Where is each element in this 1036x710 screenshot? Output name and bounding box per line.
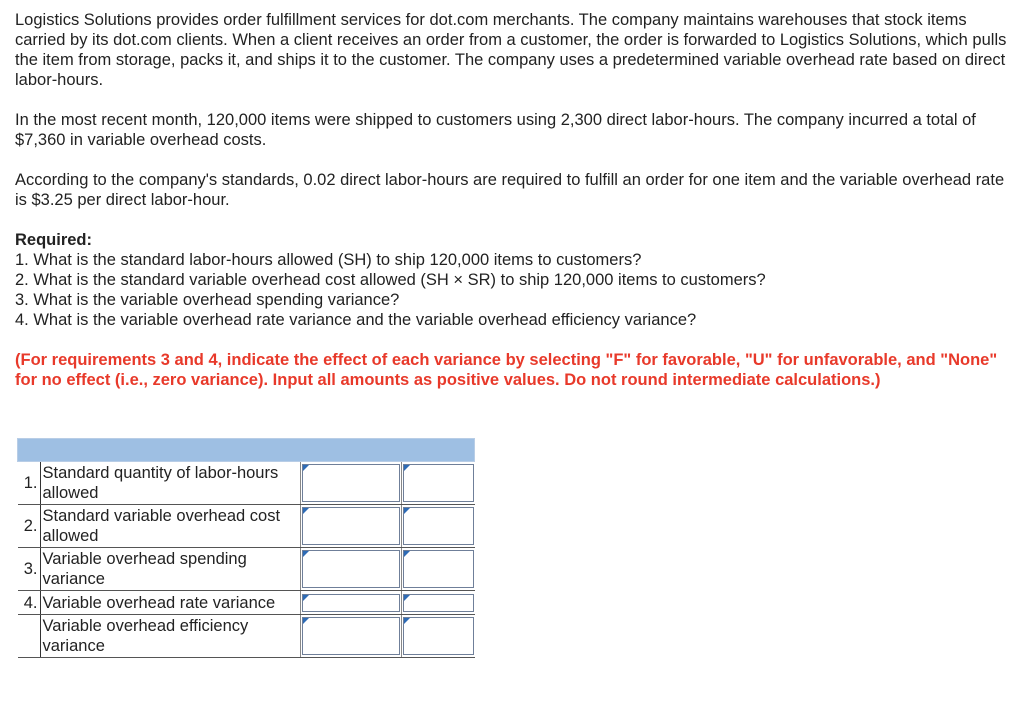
amount-field-box xyxy=(302,594,400,612)
answer-table xyxy=(17,438,475,658)
standard-labor-hours-input[interactable] xyxy=(303,465,399,501)
required-item-3: 3. What is the variable overhead spending variance? xyxy=(15,291,400,309)
amount-field-box xyxy=(302,507,400,545)
effect-cell xyxy=(401,548,475,591)
rate-variance-effect-input[interactable] xyxy=(404,597,473,613)
row-label: Standard variable overhead cost allowed xyxy=(40,505,300,548)
effect-field-box xyxy=(403,464,474,502)
intro-paragraph: Logistics Solutions provides order fulfillment services for dot.com merchants. The company maintains warehouses that stock items carried by its dot.com clients. When a client receives an order from a customer, the order is forwarded to Logistics Solutions, which pulls the item from storage, packs it, and ships it to the customer. The company uses a predetermined variable overhead rate based on direct labor-hours. xyxy=(15,11,1007,89)
effect-cell xyxy=(401,615,475,658)
row-number: 4. xyxy=(18,591,41,615)
instruction-note: (For requirements 3 and 4, indicate the effect of each variance by selecting "F" for favorable, "U" for unfavorable, and "None" for no effect (i.e., zero variance). Input all amounts as positive values. Do not round intermediate calculations.) xyxy=(15,351,998,389)
table-header-row xyxy=(18,439,475,462)
amount-cell xyxy=(300,615,401,658)
row-label: Variable overhead efficiency variance xyxy=(40,615,300,658)
row-label: Variable overhead spending variance xyxy=(40,548,300,591)
amount-field-box xyxy=(302,617,400,655)
table-row xyxy=(18,548,475,591)
table-row xyxy=(18,505,475,548)
rate-variance-amount-input[interactable] xyxy=(303,597,399,613)
effect-cell xyxy=(401,462,475,505)
amount-field-box xyxy=(302,464,400,502)
row-number: 3. xyxy=(18,548,41,591)
effect-cell xyxy=(401,505,475,548)
amount-cell xyxy=(300,591,401,615)
table-header-band xyxy=(18,439,475,462)
standards-paragraph: According to the company's standards, 0.02 direct labor-hours are required to fulfill an order for one item and the variable overhead rate is $3.25 per direct labor-hour. xyxy=(15,171,1005,209)
amount-cell xyxy=(300,505,401,548)
row-number: 2. xyxy=(18,505,41,548)
effect-field-box xyxy=(403,550,474,588)
effect-field-box xyxy=(403,594,474,612)
required-heading: Required: xyxy=(15,231,93,249)
required-item-2: 2. What is the standard variable overhead cost allowed (SH × SR) to ship 120,000 items to customers? xyxy=(15,271,766,289)
row1-effect-input[interactable] xyxy=(404,465,473,501)
efficiency-variance-effect-input[interactable] xyxy=(404,618,473,654)
row2-effect-input[interactable] xyxy=(404,508,473,544)
efficiency-variance-amount-input[interactable] xyxy=(303,618,399,654)
problem-content xyxy=(15,10,1020,390)
standard-vo-cost-input[interactable] xyxy=(303,508,399,544)
table-row xyxy=(18,462,475,505)
spending-variance-effect-input[interactable] xyxy=(404,551,473,587)
table-row xyxy=(18,615,475,658)
row-label: Standard quantity of labor-hours allowed xyxy=(40,462,300,505)
spending-variance-amount-input[interactable] xyxy=(303,551,399,587)
month-data-paragraph: In the most recent month, 120,000 items were shipped to customers using 2,300 direct labor-hours. The company incurred a total of $7,360 in variable overhead costs. xyxy=(15,111,976,149)
effect-field-box xyxy=(403,617,474,655)
effect-cell xyxy=(401,591,475,615)
amount-cell xyxy=(300,548,401,591)
amount-field-box xyxy=(302,550,400,588)
required-item-4: 4. What is the variable overhead rate variance and the variable overhead efficiency variance? xyxy=(15,311,697,329)
amount-cell xyxy=(300,462,401,505)
row-number xyxy=(18,615,41,658)
table-row xyxy=(18,591,475,615)
row-label: Variable overhead rate variance xyxy=(40,591,300,615)
row-number: 1. xyxy=(18,462,41,505)
required-list xyxy=(15,250,1020,330)
effect-field-box xyxy=(403,507,474,545)
required-item-1: 1. What is the standard labor-hours allowed (SH) to ship 120,000 items to customers? xyxy=(15,251,642,269)
